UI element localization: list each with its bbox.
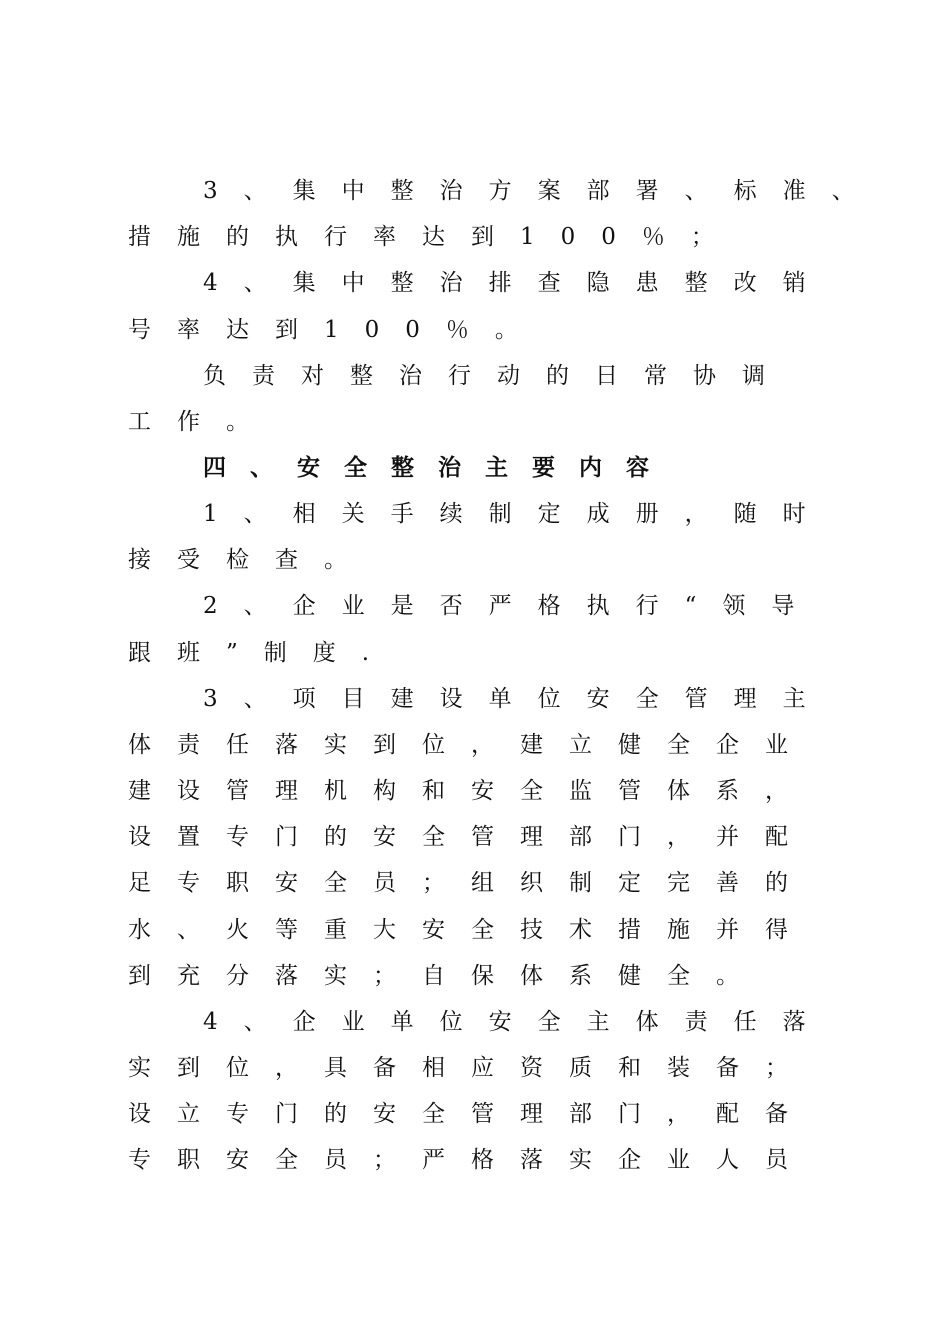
paragraph-line: 4、集中整治排查隐患整改销 [203, 270, 832, 296]
paragraph-line: 体责任落实到位，建立健全企业 [128, 732, 814, 758]
paragraph-line: 专职安全员；严格落实企业人员 [128, 1147, 814, 1173]
paragraph-line: 水、火等重大安全技术措施并得 [128, 917, 814, 943]
paragraph-line: 设立专门的安全管理部门，配备 [128, 1101, 814, 1127]
section-heading: 四、安全整治主要内容 [203, 454, 673, 481]
paragraph-line: 跟班”制度. [128, 640, 396, 666]
paragraph-line: 建设管理机构和安全监管体系， [128, 778, 814, 804]
paragraph-line: 到充分落实；自保体系健全。 [128, 963, 765, 989]
paragraph-line: 设置专门的安全管理部门，并配 [128, 824, 814, 850]
paragraph-line: 2、企业是否严格执行“领导 [203, 593, 821, 619]
paragraph-line: 负责对整治行动的日常协调 [203, 363, 791, 389]
paragraph-line: 措施的执行率达到100％； [128, 224, 740, 250]
paragraph-line: 3、集中整治方案部署、标准、 [203, 178, 881, 204]
paragraph-line: 3、项目建设单位安全管理主 [203, 686, 832, 712]
paragraph-line: 号率达到100％。 [128, 317, 544, 343]
paragraph-line: 实到位，具备相应资质和装备； [128, 1055, 814, 1081]
paragraph-line: 接受检查。 [128, 547, 373, 573]
paragraph-line: 足专职安全员；组织制定完善的 [128, 870, 814, 896]
paragraph-line: 1、相关手续制定成册，随时 [203, 501, 832, 527]
paragraph-line: 工作。 [128, 409, 275, 435]
paragraph-line: 4、企业单位安全主体责任落 [203, 1009, 832, 1035]
